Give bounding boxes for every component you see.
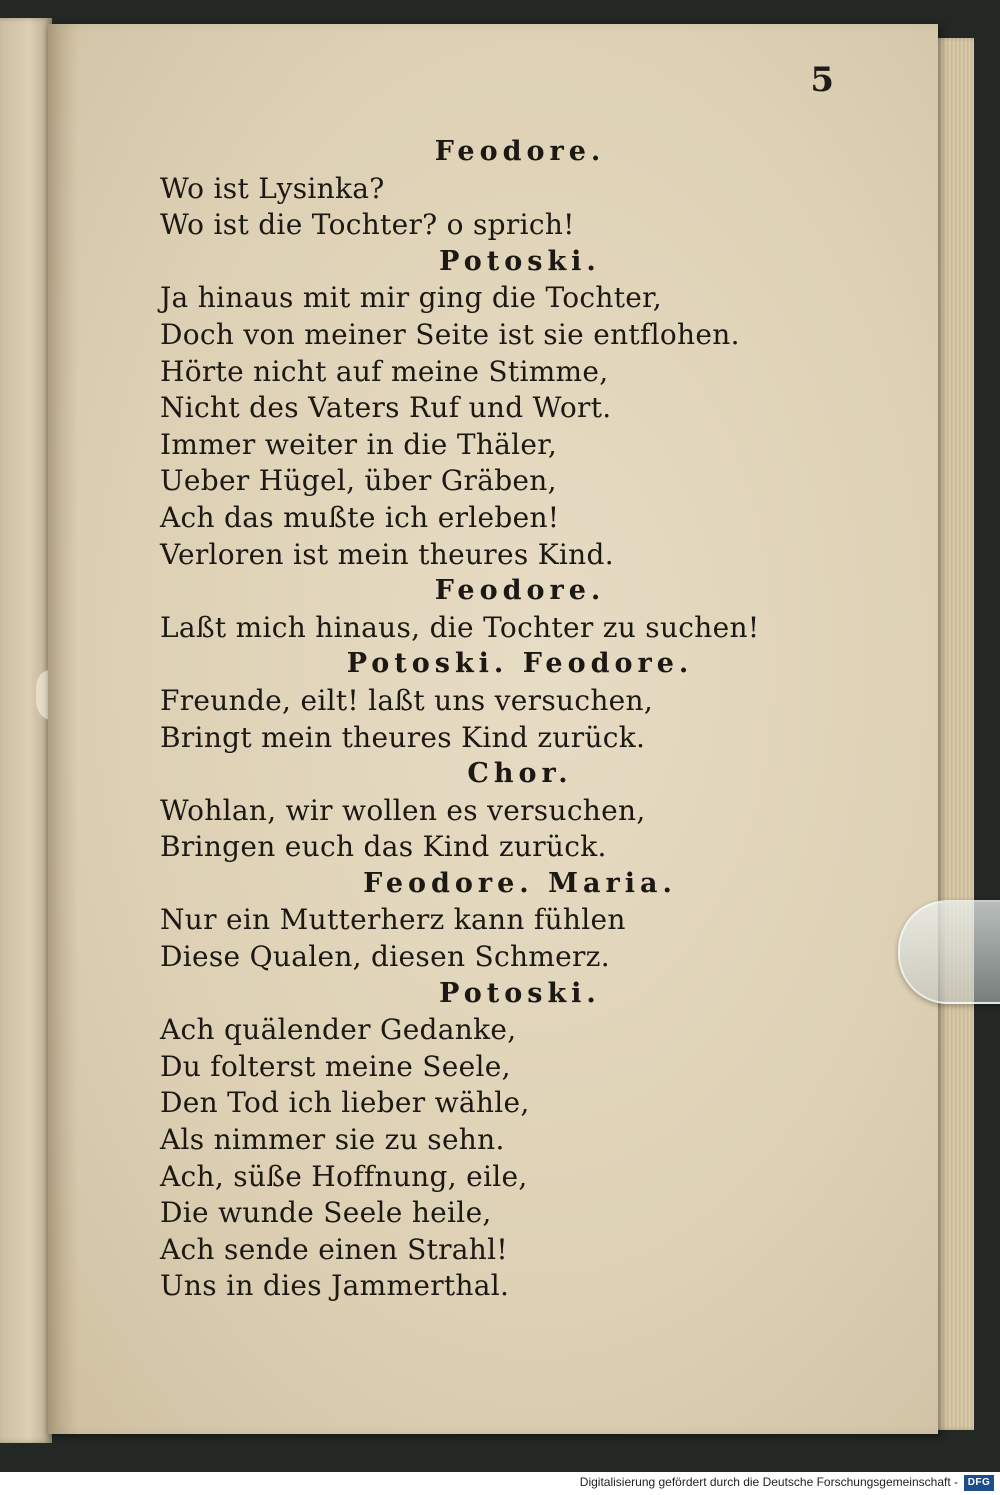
verse-line: Freunde, eilt! laßt uns versuchen,	[160, 683, 654, 717]
speaker-name: Potoski. Feodore.	[346, 648, 694, 680]
verse-line: Diese Qualen, diesen Schmerz.	[160, 940, 610, 974]
verse-line: Du folterst meine Seele,	[160, 1049, 511, 1083]
speaker-name: Feodore. Maria.	[363, 867, 677, 899]
verse-line: Wohlan, wir wollen es versuchen,	[160, 793, 646, 827]
verse-line: Ach sende einen Strahl!	[160, 1232, 508, 1266]
footer-bar	[0, 1472, 1000, 1495]
speaker-name: Potoski.	[439, 977, 601, 1009]
dfg-logo: DFG	[964, 1475, 994, 1491]
verse-line: Den Tod ich lieber wähle,	[160, 1086, 530, 1120]
verse-line: Als nimmer sie zu sehn.	[160, 1123, 505, 1157]
gutter-shadow	[48, 24, 78, 1434]
verse-line: Uns in dies Jammerthal.	[160, 1269, 510, 1303]
verse-line: Ja hinaus mit mir ging die Tochter,	[160, 281, 662, 315]
verse-line: Ueber Hügel, über Gräben,	[160, 464, 557, 498]
speaker-name: Potoski.	[439, 245, 601, 277]
verse-line: Bringt mein theures Kind zurück.	[160, 720, 646, 754]
verse-line: Hörte nicht auf meine Stimme,	[160, 354, 609, 388]
page-clip	[898, 900, 1000, 1004]
left-page-edge	[0, 18, 52, 1443]
speaker-name: Feodore.	[434, 136, 606, 167]
verse-line: Wo ist Lysinka?	[160, 171, 385, 205]
verse-line: Verloren ist mein theures Kind.	[160, 537, 614, 571]
speaker-name: Chor.	[467, 758, 573, 790]
verse-line: Nicht des Vaters Ruf und Wort.	[160, 391, 612, 425]
verse-line: Immer weiter in die Thäler,	[160, 427, 558, 461]
verse-line: Ach quälender Gedanke,	[160, 1013, 517, 1047]
verse-line: Die wunde Seele heile,	[160, 1196, 492, 1230]
verse-line: Doch von meiner Seite ist sie entflohen.	[160, 317, 740, 351]
speaker-name: Feodore.	[434, 575, 606, 607]
verse-line: Ach, süße Hoffnung, eile,	[160, 1159, 528, 1193]
verse-line: Nur ein Mutterherz kann fühlen	[160, 903, 626, 937]
verse-line: Laßt mich hinaus, die Tochter zu suchen!	[160, 610, 760, 644]
verse-line: Ach das mußte ich erleben!	[160, 500, 560, 534]
libretto-text	[160, 134, 840, 1305]
book-page	[48, 24, 938, 1434]
verse-line: Wo ist die Tochter? o sprich!	[160, 208, 575, 242]
funding-credit: Digitalisierung gefördert durch die Deutsche Forschungsgemeinschaft -	[579, 1475, 958, 1489]
verse-line: Bringen euch das Kind zurück.	[160, 830, 607, 864]
page-number: 5	[810, 60, 834, 100]
